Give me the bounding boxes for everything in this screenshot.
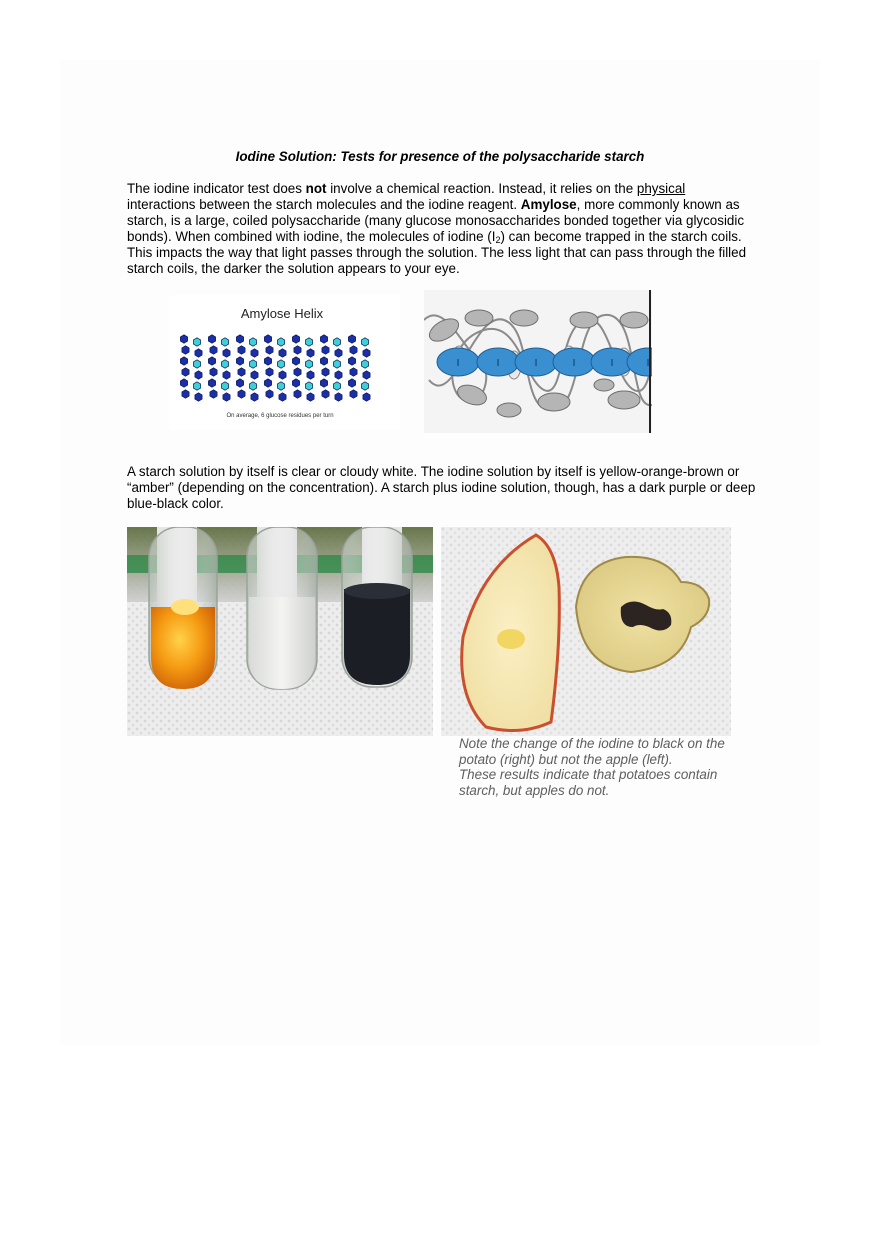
glucose-unit [193, 360, 200, 368]
glucose-unit [236, 379, 243, 387]
subscript-2: 2 [495, 234, 501, 245]
glucose-unit [279, 393, 286, 401]
glucose-unit [348, 335, 355, 343]
glucose-unit [249, 338, 256, 346]
glucose-unit [292, 379, 299, 387]
iodine-molecule-chain [437, 348, 652, 376]
glucose-unit [182, 368, 189, 376]
glucose-unit [251, 371, 258, 379]
glucose-unit [266, 346, 273, 354]
glucose-unit [221, 338, 228, 346]
glucose-unit [210, 346, 217, 354]
glucose-unit [350, 368, 357, 376]
photo-caption [459, 736, 749, 799]
glucose-unit [208, 379, 215, 387]
glucose-unit [335, 371, 342, 379]
glucose-unit [249, 360, 256, 368]
glucose-unit [223, 349, 230, 357]
glucose-unit [180, 357, 187, 365]
glucose-unit [277, 382, 284, 390]
glucose-unit [333, 382, 340, 390]
color-paragraph: A starch solution by itself is clear or cloudy white. The iodine solution by itself is yellow-orange-brown or “amber” (depending on the concentration). A starch plus iodine solution, though, has a dark purple or deep blue-black color. [127, 464, 756, 511]
glucose-unit [279, 349, 286, 357]
glucose-unit [363, 371, 370, 379]
apple-potato-photo [441, 527, 731, 736]
glucose-unit [238, 346, 245, 354]
glucose-unit [251, 393, 258, 401]
glucose-unit [221, 382, 228, 390]
glucose-unit [180, 379, 187, 387]
glucose-unit [333, 360, 340, 368]
intro-paragraph [127, 181, 757, 276]
glucose-unit [264, 357, 271, 365]
iodine-label: I [610, 358, 614, 369]
iodine-label: I [572, 358, 576, 369]
glucose-unit [294, 368, 301, 376]
glucose-unit [322, 346, 329, 354]
glucose-unit [223, 393, 230, 401]
glucose-unit [292, 357, 299, 365]
glucose-unit [305, 338, 312, 346]
glucose-unit [320, 335, 327, 343]
amylose-helix-figure [170, 295, 400, 430]
glucose-unit [348, 357, 355, 365]
bold-amylose: Amylose [520, 196, 577, 212]
glucose-unit [305, 382, 312, 390]
glucose-unit [236, 357, 243, 365]
glucose-unit [350, 390, 357, 398]
glucose-unit [363, 349, 370, 357]
glucose-unit [350, 346, 357, 354]
text-run: The iodine indicator test does [127, 181, 306, 196]
glucose-unit [348, 379, 355, 387]
glucose-unit [266, 390, 273, 398]
iodine-label: I [534, 358, 538, 369]
glucose-unit [238, 390, 245, 398]
glucose-unit [307, 371, 314, 379]
glucose-unit [266, 368, 273, 376]
glucose-unit [195, 393, 202, 401]
glucose-unit [361, 382, 368, 390]
text-run: , more commonly known as starch, is a large, coiled polysaccharide (many glucose monosaccharides bonded together via glycosidic bonds). When combined with iodine, the molecules of iodine (I [127, 196, 745, 244]
glucose-unit [322, 368, 329, 376]
glucose-unit [223, 371, 230, 379]
glucose-unit [294, 390, 301, 398]
glucose-unit [361, 360, 368, 368]
glucose-unit [182, 346, 189, 354]
glucose-unit [208, 357, 215, 365]
glucose-unit [292, 335, 299, 343]
glucose-unit [221, 360, 228, 368]
caption-line-2: These results indicate that potatoes contain starch, but apples do not. [459, 767, 718, 799]
glucose-unit [180, 335, 187, 343]
glucose-unit [320, 379, 327, 387]
amylose-helix-heading: Amylose Helix [240, 306, 324, 321]
glucose-unit [279, 371, 286, 379]
glucose-unit [335, 349, 342, 357]
text-run: interactions between the starch molecules and the iodine reagent. [127, 196, 521, 212]
glucose-unit [193, 338, 200, 346]
glucose-unit [277, 338, 284, 346]
iodine-label: I [646, 358, 650, 369]
text-run: ) can become trapped in the starch coils. This impacts the way that light passes through the solution. The less light that can pass through the filled starch coils, the darker the solution appears to your eye. [127, 228, 747, 276]
glucose-unit [251, 349, 258, 357]
iodine-in-helix-figure [424, 290, 652, 433]
glucose-unit [307, 393, 314, 401]
bold-not: not [305, 181, 327, 196]
glucose-unit [182, 390, 189, 398]
glucose-unit [236, 335, 243, 343]
glucose-unit [294, 346, 301, 354]
caption-line-1: Note the change of the iodine to black on the potato (right) but not the apple (left). [459, 736, 725, 767]
glucose-unit [195, 371, 202, 379]
glucose-unit [249, 382, 256, 390]
glucose-unit [322, 390, 329, 398]
glucose-unit [361, 338, 368, 346]
glucose-unit [208, 335, 215, 343]
glucose-unit [210, 390, 217, 398]
glucose-unit [193, 382, 200, 390]
glucose-unit [363, 393, 370, 401]
glucose-unit [335, 393, 342, 401]
glucose-unit [195, 349, 202, 357]
glucose-unit [320, 357, 327, 365]
glucose-unit [238, 368, 245, 376]
glucose-unit [277, 360, 284, 368]
glucose-unit [307, 349, 314, 357]
iodine-label: I [456, 358, 460, 369]
glucose-unit [210, 368, 217, 376]
page-title: Iodine Solution: Tests for presence of the polysaccharide starch [235, 149, 645, 164]
underlined-physical: physical [636, 181, 686, 196]
glucose-unit [264, 379, 271, 387]
glucose-unit [333, 338, 340, 346]
test-tubes-photo [127, 527, 433, 736]
text-run: involve a chemical reaction. Instead, it relies on the [326, 181, 637, 196]
amylose-helix-subcaption: On average, 6 glucose residues per turn [226, 413, 334, 419]
glucose-unit [264, 335, 271, 343]
iodine-label: I [496, 358, 500, 369]
glucose-unit [305, 360, 312, 368]
